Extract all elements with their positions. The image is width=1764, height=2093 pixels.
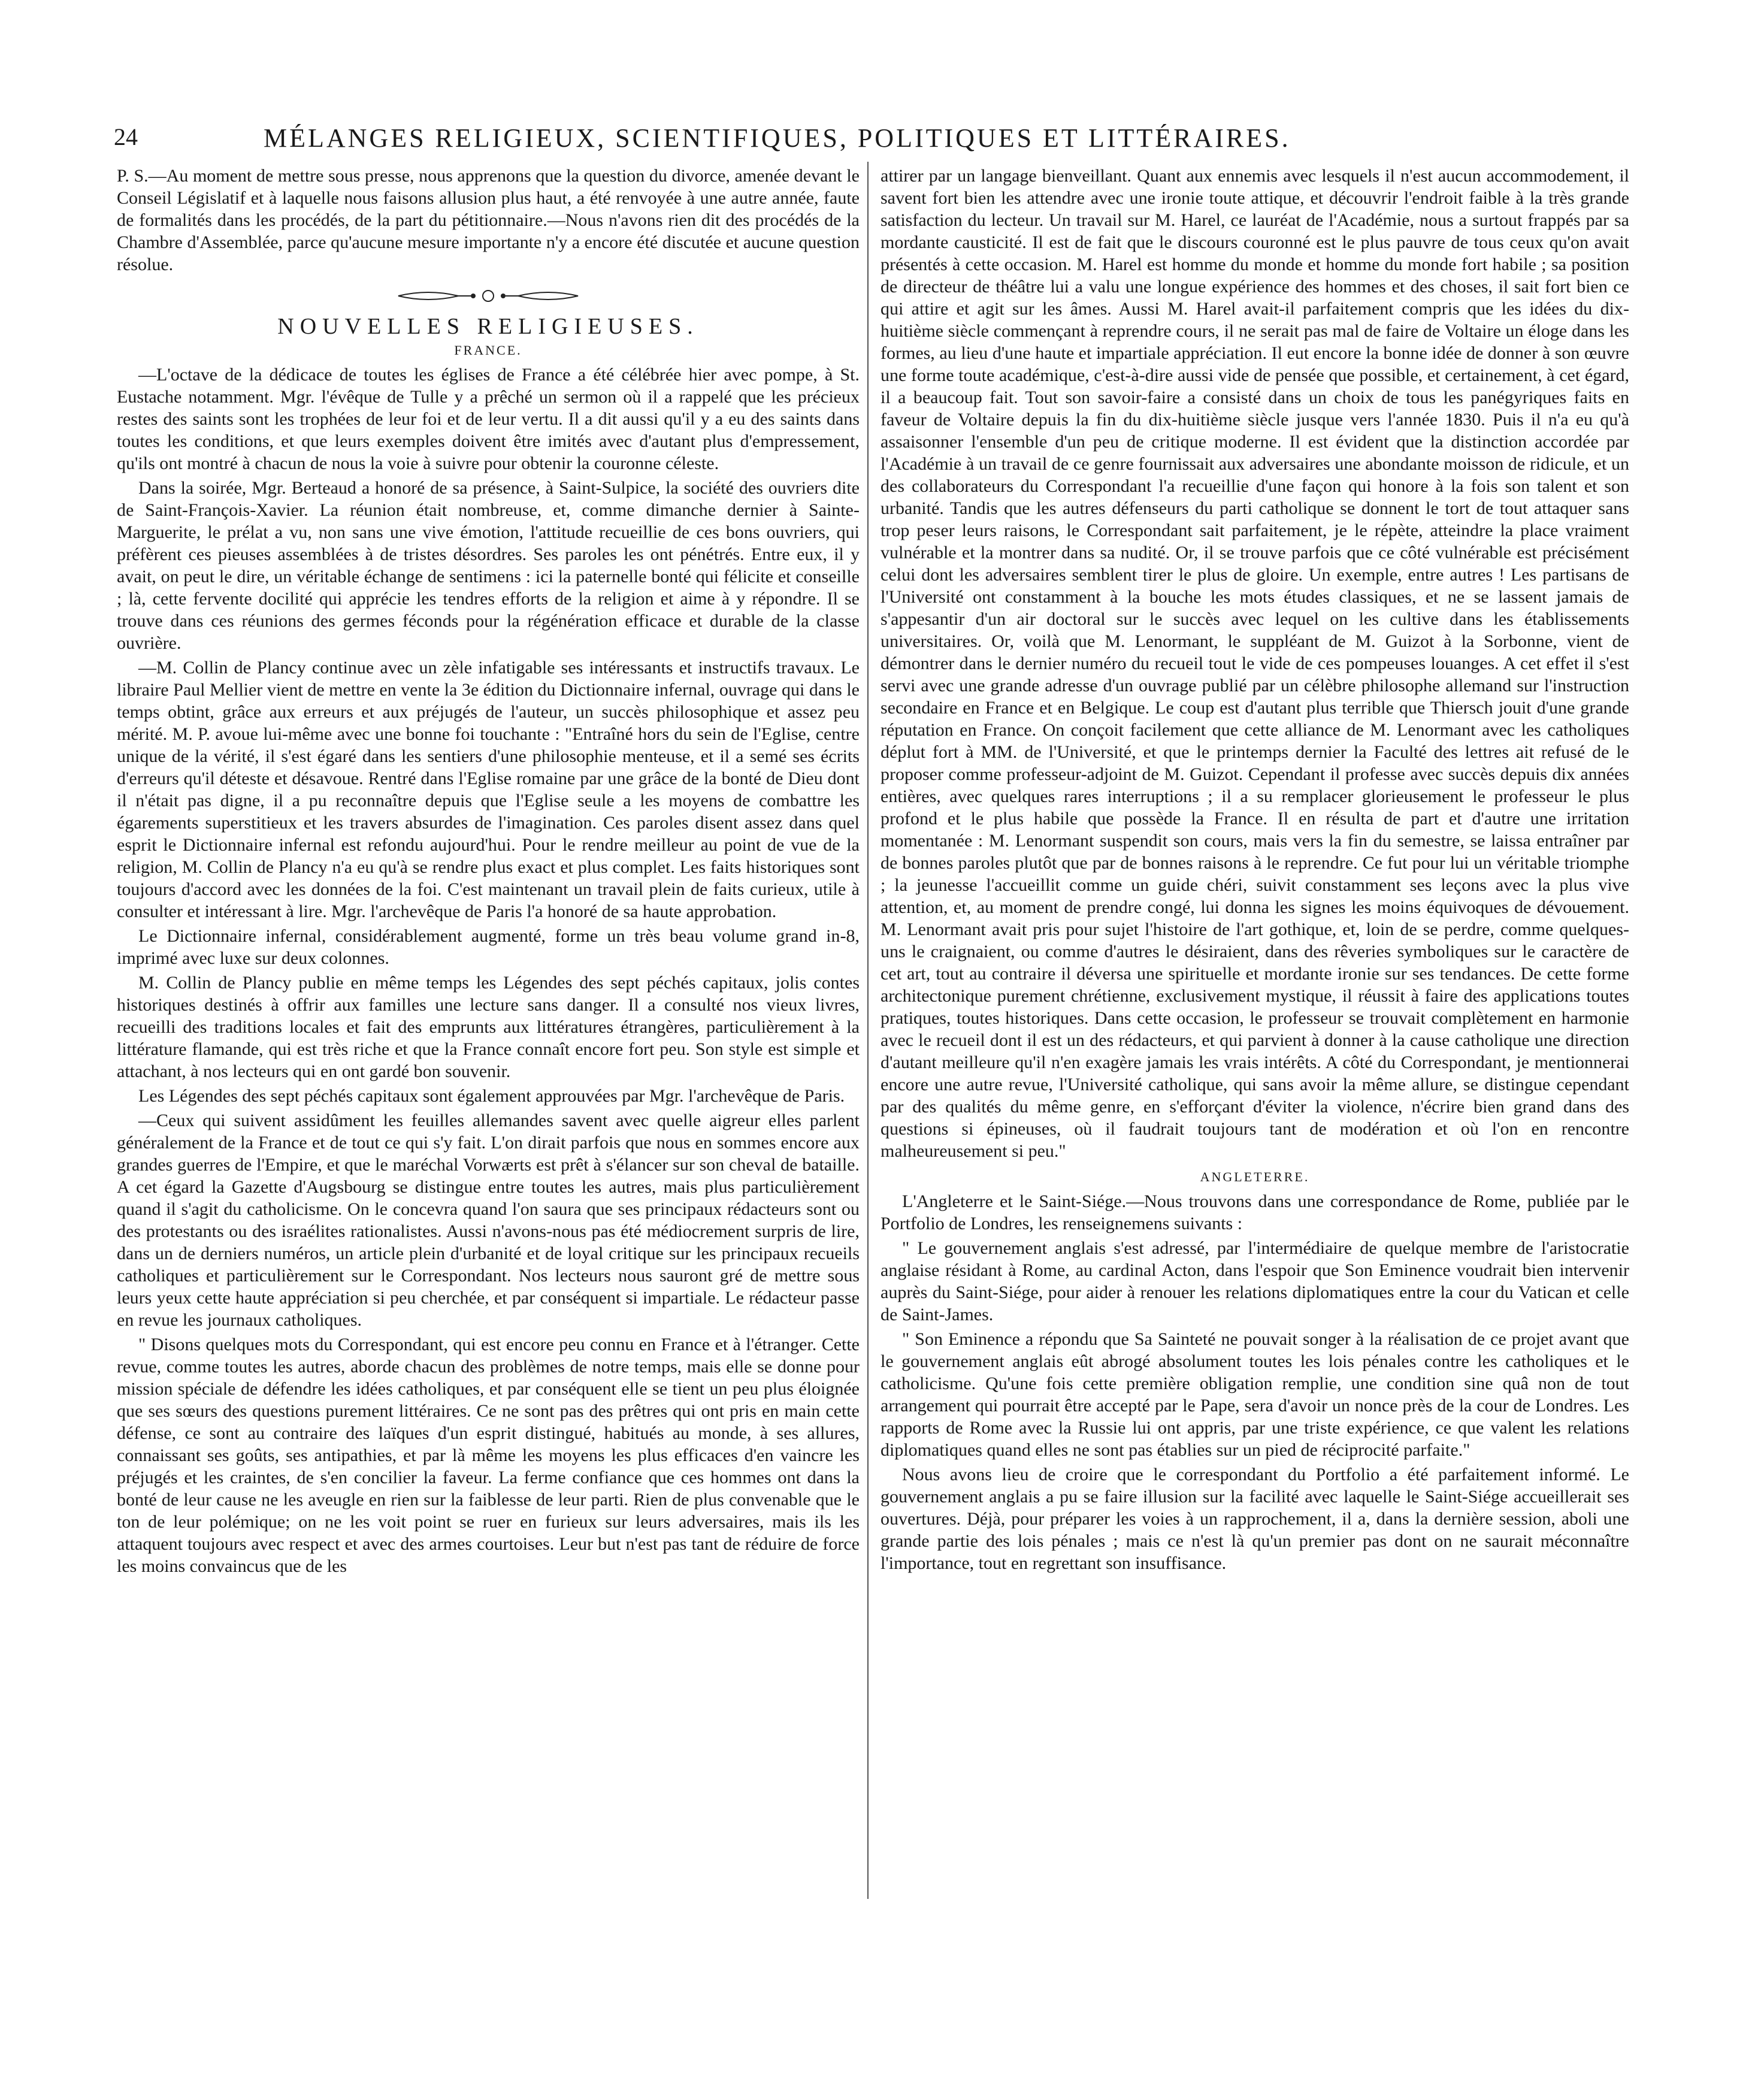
paragraph: attirer par un langage bienveillant. Quant aux ennemis avec lesquels il n'est aucun accommodement, il savent fort bien les attendre avec une ironie toute attique, et découvrir l'endroit faible à la très grande satisfaction du lecteur. Un travail sur M. Harel, ce lauréat de l'Académie, nous a surtout frappés par sa mordante causticité. Il est de fait que le discours couronné est le plus pauvre de tous ceux qu'on avait présentés à cette occasion. M. Harel est homme du monde et homme du monde fort habile ; sa position de directeur de théâtre lui a valu une longue expérience des hommes et des choses, il sait fort bien ce qui attire et agit sur les âmes. Aussi M. Harel avait-il parfaitement compris que les idées du dix-huitième siècle commençant à reprendre cours, il ne serait pas mal de faire de Voltaire un éloge dans les formes, au lieu d'une haute et impartiale appréciation. Il eut encore la bonne idée de donner à son œuvre une forme toute académique, c'est-à-dire aussi vide de pensée que possible, et certainement, à cet égard, il a beaucoup fait. Tout son savoir-faire a consisté dans un choix de tous les panégyriques faits en faveur de Voltaire depuis la fin du dix-huitième siècle jusque vers l'année 1830. Puis il n'a eu qu'à assaisonner l'ensemble d'un peu de critique moderne. Il est évident que la distinction accordée par l'Académie à un travail de ce genre fournissait aux adversaires une abondante moisson de ridicule, et un des collaborateurs du Correspondant l'a recueillie d'une façon qui honore à la fois son talent et son urbanité. Tandis que les autres défenseurs du parti catholique se donnent le tort de tout attaquer sans trop peser leurs raisons, le Correspondant sait parfaitement, je le répète, atteindre la place vraiment vulnérable et la montrer dans sa nudité. Or, il se trouve parfois que ce côté vulnérable est précisément celui dont les adversaires semblent tirer le plus de gloire. Un exemple, entre autres ! Les partisans de l'Université ont constamment à la bouche les mots études classiques, et ne se lassent jamais de s'appesantir d'un air doctoral sur le succès avec lequel on les cultive dans les établissements universitaires. Or, voilà que M. Lenormant, le suppléant de M. Guizot à la Sorbonne, vient de démontrer dans le dernier numéro du recueil tout le vide de ces pompeuses louanges. A cet effet il s'est servi avec une grande adresse d'un ouvrage publié par un célèbre philosophe allemand sur l'instruction secondaire en France et en Belgique. Le coup est d'autant plus terrible que Thiersch jouit d'une grande réputation en France. On conçoit facilement que cette alliance de M. Lenormant avec les catholiques déplut fort à MM. de l'Université, et que le printemps dernier la Faculté des lettres ait refusé de le proposer comme professeur-adjoint de M. Guizot. Cependant il professe avec succès depuis dix années entières, avec quelques rares interruptions ; il a su remplacer glorieusement le professeur le plus profond et le plus habile que possède la France. Il en résulta de part et d'autre une irritation momentanée : M. Lenormant suspendit son cours, mais vers la fin du semestre, se laissa entraîner par de bonnes paroles plutôt que par de bonnes raisons à le reprendre. Ce fut pour lui un véritable triomphe ; la jeunesse l'accueillit comme un guide chéri, suivit constamment ses leçons avec la plus vive attention, et, au moment de prendre congé, lui donna les signes les moins équivoques de dévouement. M. Lenormant avait pris pour sujet l'histoire de l'art gothique, et, loin de se perdre, comme quelques-uns le craignaient, ou comme d'autres le désiraient, dans des rêveries symboliques sur le caractère de cet art, tout au contraire il déversa une spirituelle et mordante ironie sur ses tendances. De cette forme architectonique purement chrétienne, exclusivement mystique, il réussit à faire des applications toutes pratiques, toutes historiques. Dans cette occasion, le professeur se trouvait complètement en harmonie avec le recueil dont il est un des rédacteurs, et qui parvient à donner à la cause catholique une direction d'autant meilleure qu'il n'en exagère jamais les vrais intérêts. A côté du Correspondant, je mentionnerai encore une autre revue, l'Université catholique, qui sans avoir la même allure, se distingue cependant par des qualités du même genre, en s'efforçant d'éviter la violence, n'écrire bien grand dans des questions si épineuses, où il faudrait toujours tant de modération et où l'on en rencontre malheureusement si peu." — [881, 166, 1629, 1161]
paragraph: Le Dictionnaire infernal, considérablement augmenté, forme un très beau volume grand in-8, imprimé avec luxe sur deux colonnes. — [117, 926, 860, 968]
paragraph: —L'octave de la dédicace de toutes les églises de France a été célébrée hier avec pompe, à St. Eustache notamment. Mgr. l'évêque de Tulle y a prêché un sermon où il a rappelé que les précieux restes des saints sont les trophées de leur foi et de leur vertu. Il a dit aussi qu'il y a eu des saints dans toutes les conditions, et que leurs exemples doivent être imités avec d'autant plus d'empressement, qu'ils ont montré à chacun de nous la voie à suivre pour obtenir la couronne céleste. — [117, 365, 860, 473]
postscript-paragraph: P. S.—Au moment de mettre sous presse, nous apprenons que la question du divorce, amenée devant le Conseil Législatif et à laquelle nous faisons allusion plus haut, a été renvoyée à une autre année, faute de formalités dans les procédés, de la part du pétitionnaire.—Nous n'avons rien dit des procédés de la Chambre d'Assemblée, parce qu'aucune mesure importante n'y a encore été discutée et aucune question résolue. — [117, 166, 860, 274]
page-number: 24 — [114, 123, 138, 150]
ornament-divider — [117, 288, 860, 310]
paragraph: Nous avons lieu de croire que le correspondant du Portfolio a été parfaitement informé. Le gouvernement anglais a pu se faire illusion sur la facilité avec laquelle le Saint-Siége accueillerait ses ouvertures. Déjà, pour préparer les voies à un rapprochement, il a, dans la dernière session, aboli une grande partie des lois pénales ; mais ce n'est là qu'un premier pas dont on ne saurait méconnaître l'importance, tout en regrettant son insuffisance. — [881, 1465, 1629, 1573]
left-column — [117, 165, 860, 1580]
paragraph: —Ceux qui suivent assidûment les feuilles allemandes savent avec quelle aigreur elles parlent généralement de la France et de tout ce qui s'y fait. L'on dirait parfois que nous en sommes encore aux grandes guerres de l'Empire, et que le maréchal Vorwærts est prêt à s'élancer sur son cheval de bataille. A cet égard la Gazette d'Augsbourg se distingue entre toutes les autres, mais plus particulièrement quand il s'agit du catholicisme. On le concevra quand l'on saura que ses principaux rédacteurs sont ou des protestants ou des israélites rationalistes. Aussi n'avons-nous pas été médiocrement surpris de lire, dans un de derniers numéros, un article plein d'urbanité et de loyal critique sur les principaux recueils catholiques et particulièrement sur le Correspondant. Nos lecteurs nous sauront gré de mettre sous leurs yeux cette haute appréciation si peu cherchée, et par conséquent si impartiale. Le rédacteur passe en revue les journaux catholiques. — [117, 1111, 860, 1330]
paragraph: L'Angleterre et le Saint-Siége.—Nous trouvons dans une correspondance de Rome, publiée par le Portfolio de Londres, les renseignemens suivants : — [881, 1191, 1629, 1233]
right-column — [881, 165, 1629, 1577]
subhead-france: FRANCE. — [454, 343, 522, 358]
paragraph: —M. Collin de Plancy continue avec un zèle infatigable ses intéressants et instructifs travaux. Le libraire Paul Mellier vient de mettre en vente la 3e édition du Dictionnaire infernal, ouvrage qui dans le temps obtint, grâce aux erreurs et aux préjugés de l'auteur, un succès philosophique et assez peu mérité. M. P. avoue lui-même avec une bonne foi touchante : "Entraîné hors du sein de l'Eglise, centre unique de la vérité, il s'est égaré dans les sentiers d'une philosophie menteuse, et il a semé ses écrits d'erreurs qu'il déteste et désavoue. Rentré dans l'Eglise romaine par une grâce de la bonté de Dieu dont il n'était pas digne, il a pu reconnaître depuis que l'Eglise seule a les moyens de combattre les égarements superstitieux et les travers absurdes de l'imagination. Ces paroles disent assez dans quel esprit le Dictionnaire infernal est refondu aujourd'hui. Pour le rendre meilleur au point de vue de la religion, M. Collin de Plancy n'a eu qu'à se rendre plus exact et plus complet. Les faits historiques sont toujours d'accord avec les données de la foi. C'est maintenant un travail plein de faits curieux, utile à consulter et intéressant à lire. Mgr. l'archevêque de Paris l'a honoré de sa haute approbation. — [117, 658, 860, 921]
subhead-angleterre: ANGLETERRE. — [1200, 1169, 1310, 1184]
paragraph: " Disons quelques mots du Correspondant, qui est encore peu connu en France et à l'étranger. Cette revue, comme toutes les autres, aborde chacun des problèmes de notre temps, mais elle se donne pour mission spéciale de défendre les idées catholiques, et par conséquent elle se tient un peu plus éloignée que ses sœurs des questions purement littéraires. Ce ne sont pas des prêtres qui ont pris en main cette défense, ce sont au contraire des laïques d'un esprit distingué, habitués au monde, à ses allures, connaissant ses goûts, ses antipathies, et par là même les moyens les plus efficaces d'en vaincre les préjugés et les craintes, de s'en concilier la faveur. La ferme confiance que ces hommes ont dans la bonté de leur cause ne les aveugle en rien sur la faiblesse de leur parti. Rien de plus convenable que le ton de leur polémique; on ne les voit point se ruer en furieux sur leurs adversaires, mais ils les attaquent toujours avec respect et avec des armes courtoises. Leur but n'est pas tant de réduire de force les moins convaincus que de les — [117, 1335, 860, 1576]
paragraph: " Le gouvernement anglais s'est adressé, par l'intermédiaire de quelque membre de l'aristocratie anglaise résidant à Rome, au cardinal Acton, dans l'espoir que Son Eminence voudrait bien intervenir auprès du Saint-Siége, pour aider à renouer les relations diplomatiques entre la cour du Vatican et celle de Saint-James. — [881, 1238, 1629, 1324]
column-rule — [867, 162, 869, 1899]
section-title: NOUVELLES RELIGIEUSES. — [277, 314, 699, 339]
paragraph: " Son Eminence a répondu que Sa Sainteté ne pouvait songer à la réalisation de ce projet avant que le gouvernement anglais eût abrogé absolument toutes les lois pénales contre les catholiques et le catholicisme. Qu'une fois cette première obligation remplie, une condition sine quâ non de tout arrangement qui pourrait être accepté par le Pape, sera d'avoir un nonce près de la cour de Londres. Les rapports de Rome avec la Russie lui ont appris, par une triste expérience, ce que valent les relations diplomatiques quand elles ne sont pas établies sur un pied de réciprocité parfaite." — [881, 1329, 1629, 1460]
paragraph: M. Collin de Plancy publie en même temps les Légendes des sept péchés capitaux, jolis contes historiques destinés à offrir aux familles une lecture sans danger. Il a consulté nos vieux livres, recueilli des traditions locales et fait des emprunts aux littératures étrangères, particulièrement à la littérature flamande, qui est très riche et que la France connaît encore fort peu. Son style est simple et attachant, à nos lecteurs qui en ont gardé bon souvenir. — [117, 973, 860, 1081]
running-title: MÉLANGES RELIGIEUX, SCIENTIFIQUES, POLITIQUES ET LITTÉRAIRES. — [264, 123, 1291, 153]
paragraph: Dans la soirée, Mgr. Berteaud a honoré de sa présence, à Saint-Sulpice, la société des ouvriers dite de Saint-François-Xavier. La réunion était nombreuse, et, comme dimanche dernier à Sainte-Marguerite, le prélat a vu, non sans une vive émotion, l'attitude recueillie de ces bons ouvriers, qui préfèrent ces pieuses assemblées à de tristes désordres. Ses paroles les ont pénétrés. Entre eux, il y avait, on peut le dire, un véritable échange de sentimens : ici la paternelle bonté qui félicite et conseille ; là, cette fervente docilité qui apprécie les tendres efforts de la religion et aime à y répondre. Il se trouve dans ces réunions des germes féconds pour la régénération efficace et durable de la classe ouvrière. — [117, 478, 860, 653]
paragraph: Les Légendes des sept péchés capitaux sont également approuvées par Mgr. l'archevêque de Paris. — [138, 1086, 845, 1106]
